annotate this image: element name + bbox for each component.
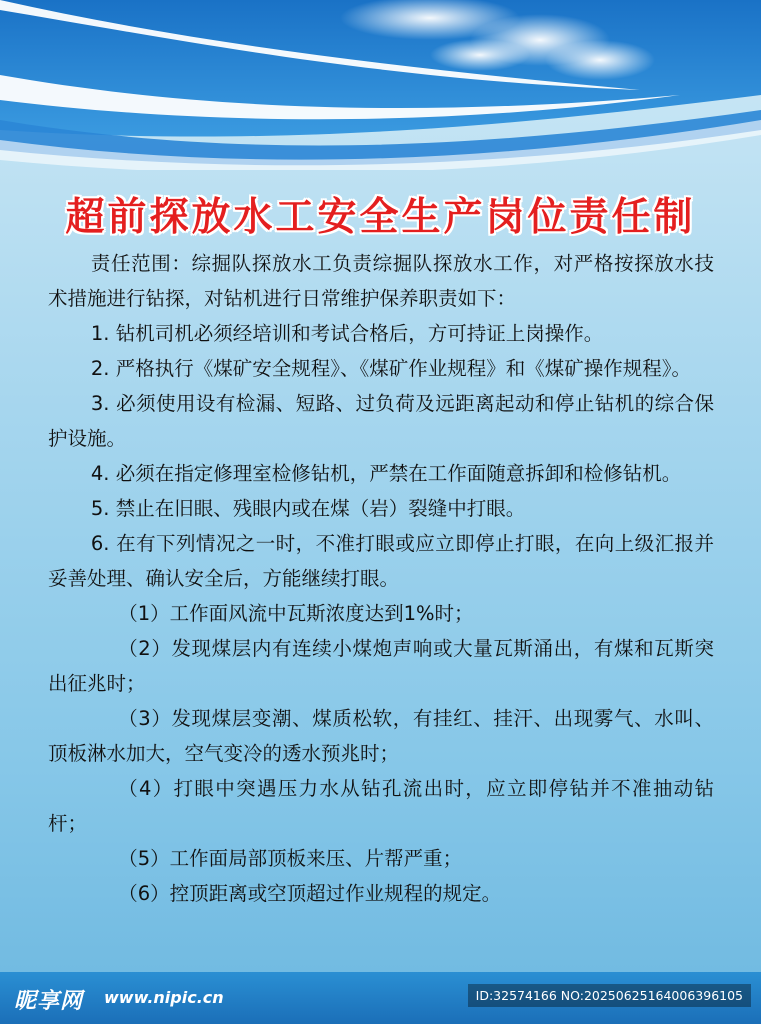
sub-item-paragraph: （6）控顶距离或空顶超过作业规程的规定。: [118, 882, 502, 905]
watermark-logo: 昵享网: [14, 989, 84, 1014]
header-banner: [0, 0, 761, 170]
image-id-label: ID:32574166 NO:20250625164006396105: [468, 984, 751, 1007]
sub-item-paragraph: （2）发现煤层内有连续小煤炮声响或大量瓦斯涌出，有煤和瓦斯突出征兆时；: [48, 637, 714, 695]
rule-paragraph: 责任范围：综掘队探放水工负责综掘队探放水工作，对严格按探放水技术措施进行钻探，对钻机进行日常维护保养职责如下：: [48, 252, 714, 310]
rule-paragraph: 2. 严格执行《煤矿安全规程》、《煤矿作业规程》和《煤矿操作规程》。: [90, 357, 691, 380]
rule-paragraph: 4. 必须在指定修理室检修钻机，严禁在工作面随意拆卸和检修钻机。: [90, 462, 682, 485]
rule-paragraph: 3. 必须使用设有检漏、短路、过负荷及远距离起动和停止钻机的综合保护设施。: [48, 392, 714, 450]
rule-paragraph: 5. 禁止在旧眼、残眼内或在煤（岩）裂缝中打眼。: [90, 497, 526, 520]
rule-paragraph: 6. 在有下列情况之一时，不准打眼或应立即停止打眼，在向上级汇报并妥善处理、确认安全后，方能继续打眼。: [48, 532, 714, 590]
sub-item-paragraph: （3）发现煤层变潮、煤质松软，有挂红、挂汗、出现雾气、水叫、顶板淋水加大，空气变冷的透水预兆时；: [48, 707, 714, 765]
sub-item-paragraph: （4）打眼中突遇压力水从钻孔流出时，应立即停钻并不准抽动钻杆；: [48, 777, 714, 835]
content-body: [48, 246, 714, 911]
sub-item-paragraph: （5）工作面局部顶板来压、片帮严重；: [118, 847, 463, 870]
watermark-site: www.nipic.cn: [104, 988, 224, 1007]
page-title: 超前探放水工安全生产岗位责任制: [65, 195, 696, 240]
rule-paragraph: 1. 钻机司机必须经培训和考试合格后，方可持证上岗操作。: [90, 322, 604, 345]
sub-item-paragraph: （1）工作面风流中瓦斯浓度达到1%时；: [118, 602, 474, 625]
